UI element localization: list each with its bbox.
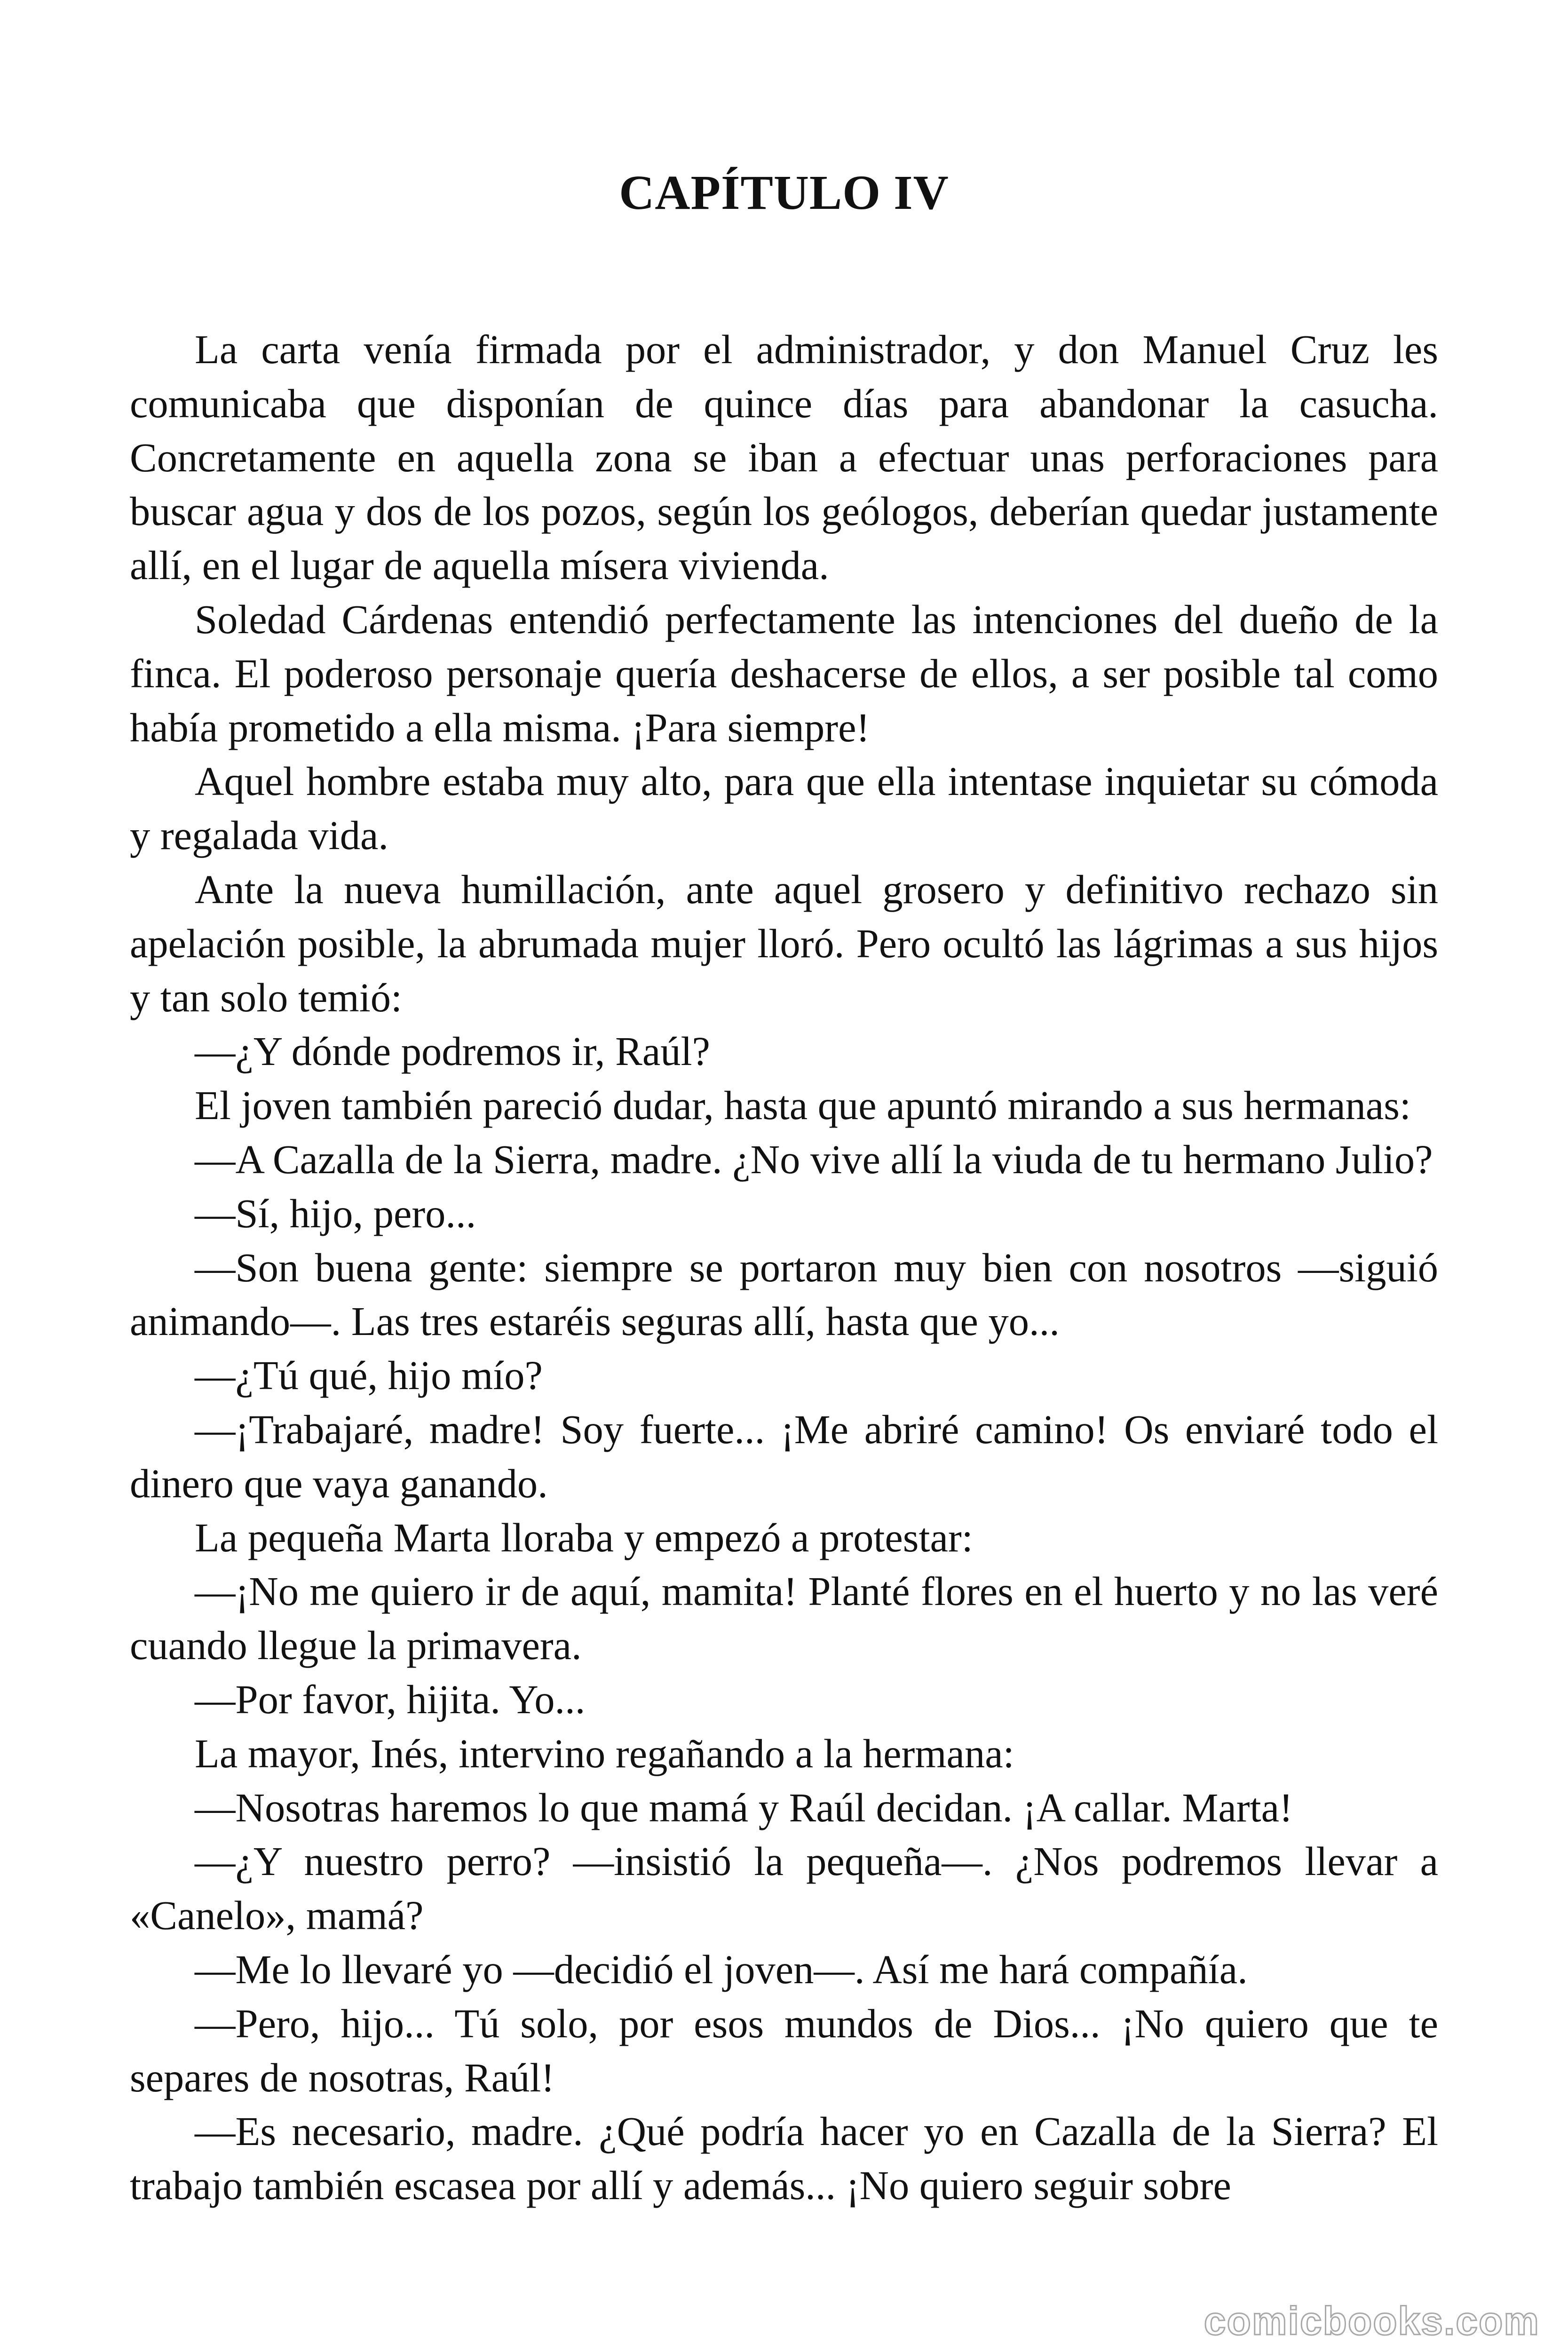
site-watermark: comicbooks.com	[1204, 2299, 1540, 2343]
dialogue-line: —¡No me quiero ir de aquí, mamita! Planté flores en el huerto y no las veré cuando llegue la primavera.	[130, 1569, 1438, 1669]
dialogue-line: —¿Tú qué, hijo mío?	[195, 1353, 543, 1398]
dialogue-line: —Por favor, hijita. Yo...	[195, 1677, 586, 1722]
paragraph: La pequeña Marta lloraba y empezó a protestar:	[195, 1515, 973, 1560]
dialogue-line: —A Cazalla de la Sierra, madre. ¿No vive allí la viuda de tu hermano Julio?	[195, 1136, 1433, 1182]
dialogue-line: —Pero, hijo... Tú solo, por esos mundos de Dios... ¡No quiero que te separes de nosotras, Raúl!	[130, 2001, 1438, 2100]
chapter-body	[130, 323, 1438, 2213]
dialogue-line: —Es necesario, madre. ¿Qué podría hacer yo en Cazalla de la Sierra? El trabajo también escasea por allí y además... ¡No quiero seguir sobre	[130, 2109, 1438, 2209]
paragraph: La carta venía firmada por el administrador, y don Manuel Cruz les comunicaba que disponían de quince días para abandonar la casucha. Concretamente en aquella zona se iban a efectuar unas perforaciones para buscar agua y dos de los pozos, según los geólogos, deberían quedar justamente allí, en el lugar de aquella mísera vivienda.	[130, 327, 1438, 588]
dialogue-line: —Nosotras haremos lo que mamá y Raúl decidan. ¡A callar. Marta!	[195, 1785, 1293, 1830]
paragraph: Ante la nueva humillación, ante aquel grosero y definitivo rechazo sin apelación posible, la abrumada mujer lloró. Pero ocultó las lágrimas a sus hijos y tan solo temió:	[130, 866, 1438, 1020]
chapter-title: CAPÍTULO IV	[619, 166, 949, 220]
dialogue-line: —Son buena gente: siempre se portaron muy bien con nosotros —siguió animando—. Las tres estaréis seguras allí, hasta que yo...	[130, 1245, 1438, 1344]
dialogue-line: —¿Y nuestro perro? —insistió la pequeña—. ¿Nos podremos llevar a «Canelo», mamá?	[130, 1839, 1438, 1939]
paragraph: La mayor, Inés, intervino regañando a la hermana:	[195, 1731, 1014, 1776]
dialogue-line: —Sí, hijo, pero...	[195, 1191, 476, 1236]
paragraph: El joven también pareció dudar, hasta que apuntó mirando a sus hermanas:	[195, 1083, 1411, 1128]
paragraph: Aquel hombre estaba muy alto, para que ella intentase inquietar su cómoda y regalada vida.	[130, 759, 1438, 858]
dialogue-line: —¿Y dónde podremos ir, Raúl?	[195, 1029, 710, 1074]
paragraph: Soledad Cárdenas entendió perfectamente las intenciones del dueño de la finca. El poderoso personaje quería deshacerse de ellos, a ser posible tal como había prometido a ella misma. ¡Para siempre!	[130, 596, 1438, 750]
dialogue-line: —Me lo llevaré yo —decidió el joven—. Así me hará compañía.	[195, 1947, 1248, 1992]
dialogue-line: —¡Trabajaré, madre! Soy fuerte... ¡Me abriré camino! Os enviaré todo el dinero que vaya ganando.	[130, 1406, 1438, 1506]
